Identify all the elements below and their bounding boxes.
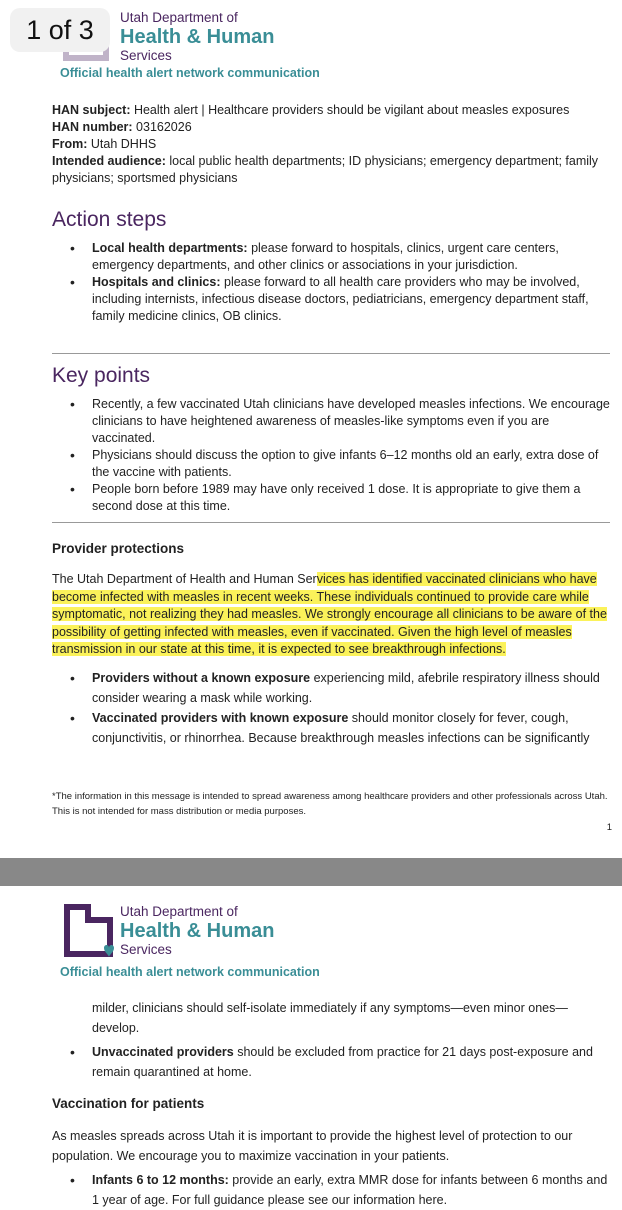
highlighted-text: vices has identified vaccinated clinicians who have become infected with measles in recent weeks. These individuals continued to provide care while symptomatic, not realizing they had measles. We strongly encourage all clinicians to be aware of the possibility of getting infected with measles, even if vaccinated. Given the high level of measles transmission in our state at this time, it is expected to see breakthrough infections. — [52, 572, 607, 656]
han-number: HAN number: 03162026 — [52, 120, 192, 134]
vaccination-heading: Vaccination for patients — [52, 1096, 205, 1111]
official-communication-line: Official health alert network communication — [60, 66, 320, 80]
list-item: • Physicians should discuss the option to give infants 6–12 months old an early, extra dose of the vaccine with patients. — [52, 447, 612, 481]
list-item: • Local health departments: please forward to hospitals, clinics, urgent care centers, emergency departments, and other clinics or associations in your jurisdiction. — [52, 240, 612, 274]
list-item: • Vaccinated providers with known exposure should monitor closely for fever, cough, conjunctivitis, or rhinorrhea. Because breakthrough measles infections can be significantly — [52, 708, 612, 748]
logo-line-1: Utah Department of — [120, 904, 238, 919]
footnote: *The information in this message is intended to spread awareness among healthcare providers and other professionals across Utah. This is not intended for mass distribution or media purposes. — [52, 791, 608, 817]
han-audience: Intended audience: local public health departments; ID physicians; emergency department; family physicians; sportsmed physicians — [52, 154, 599, 185]
provider-protections-paragraph: The Utah Department of Health and Human Services has identified vaccinated clinicians who have become infected with measles in recent weeks. These individuals continued to provide care while symptomatic, not realizing they had measles. We strongly encourage all clinicians to be aware of the possibility of getting infected with measles, even if vaccinated. Given the high level of measles transmission in our state at this time, it is expected to see breakthrough infections. — [52, 572, 607, 656]
utah-state-outline-heart-icon — [62, 904, 116, 960]
action-steps-heading: Action steps — [52, 208, 167, 231]
vaccination-list — [52, 1170, 612, 1210]
han-from: From: Utah DHHS — [52, 137, 157, 151]
list-item: • Recently, a few vaccinated Utah clinicians have developed measles infections. We encourage clinicians to have heightened awareness of measles-like symptoms even if you are vaccinated. — [52, 396, 612, 447]
han-subject: HAN subject: Health alert | Healthcare providers should be vigilant about measles exposures — [52, 103, 570, 117]
key-points-heading: Key points — [52, 364, 151, 387]
provider-protections-list — [52, 668, 612, 748]
continuation-text: milder, clinicians should self-isolate immediately if any symptoms—even minor ones—develop. — [92, 1001, 568, 1035]
official-communication-line: Official health alert network communication — [60, 965, 320, 979]
logo-line-2: Health & Human — [120, 26, 275, 48]
provider-protections-heading: Provider protections — [52, 541, 185, 556]
logo-line-3: Services — [120, 942, 172, 957]
logo-line-1: Utah Department of — [120, 10, 238, 25]
list-item: • Infants 6 to 12 months: provide an early, extra MMR dose for infants between 6 months and 1 year of age. For full guidance please see our information here. — [52, 1170, 612, 1210]
vaccination-paragraph: As measles spreads across Utah it is important to provide the highest level of protection to our population. We encourage you to maximize vaccination in your patients. — [52, 1129, 573, 1163]
page-number: 1 — [606, 822, 612, 833]
logo-line-2: Health & Human — [120, 920, 275, 942]
list-item: • Unvaccinated providers should be excluded from practice for 21 days post-exposure and remain quarantined at home. — [52, 1042, 612, 1082]
han-metadata — [52, 102, 612, 187]
action-steps-list — [52, 240, 612, 325]
document-page-2 — [0, 886, 622, 1207]
exposure-list — [52, 1042, 612, 1082]
section-divider — [52, 353, 610, 354]
list-item: • Providers without a known exposure experiencing mild, afebrile respiratory illness should consider wearing a mask while working. — [52, 668, 612, 708]
list-item: • People born before 1989 may have only received 1 dose. It is appropriate to give them a second dose at this time. — [52, 481, 612, 515]
page-gap — [0, 858, 622, 886]
section-divider — [52, 522, 610, 523]
key-points-list — [52, 396, 612, 515]
list-item: • Hospitals and clinics: please forward to all health care providers who may be involved, including internists, infectious disease doctors, pediatricians, emergency department staff, family medicine clinics, OB clinics. — [52, 274, 612, 325]
image-counter-badge: 1 of 3 — [10, 8, 110, 52]
logo-line-3: Services — [120, 48, 172, 63]
